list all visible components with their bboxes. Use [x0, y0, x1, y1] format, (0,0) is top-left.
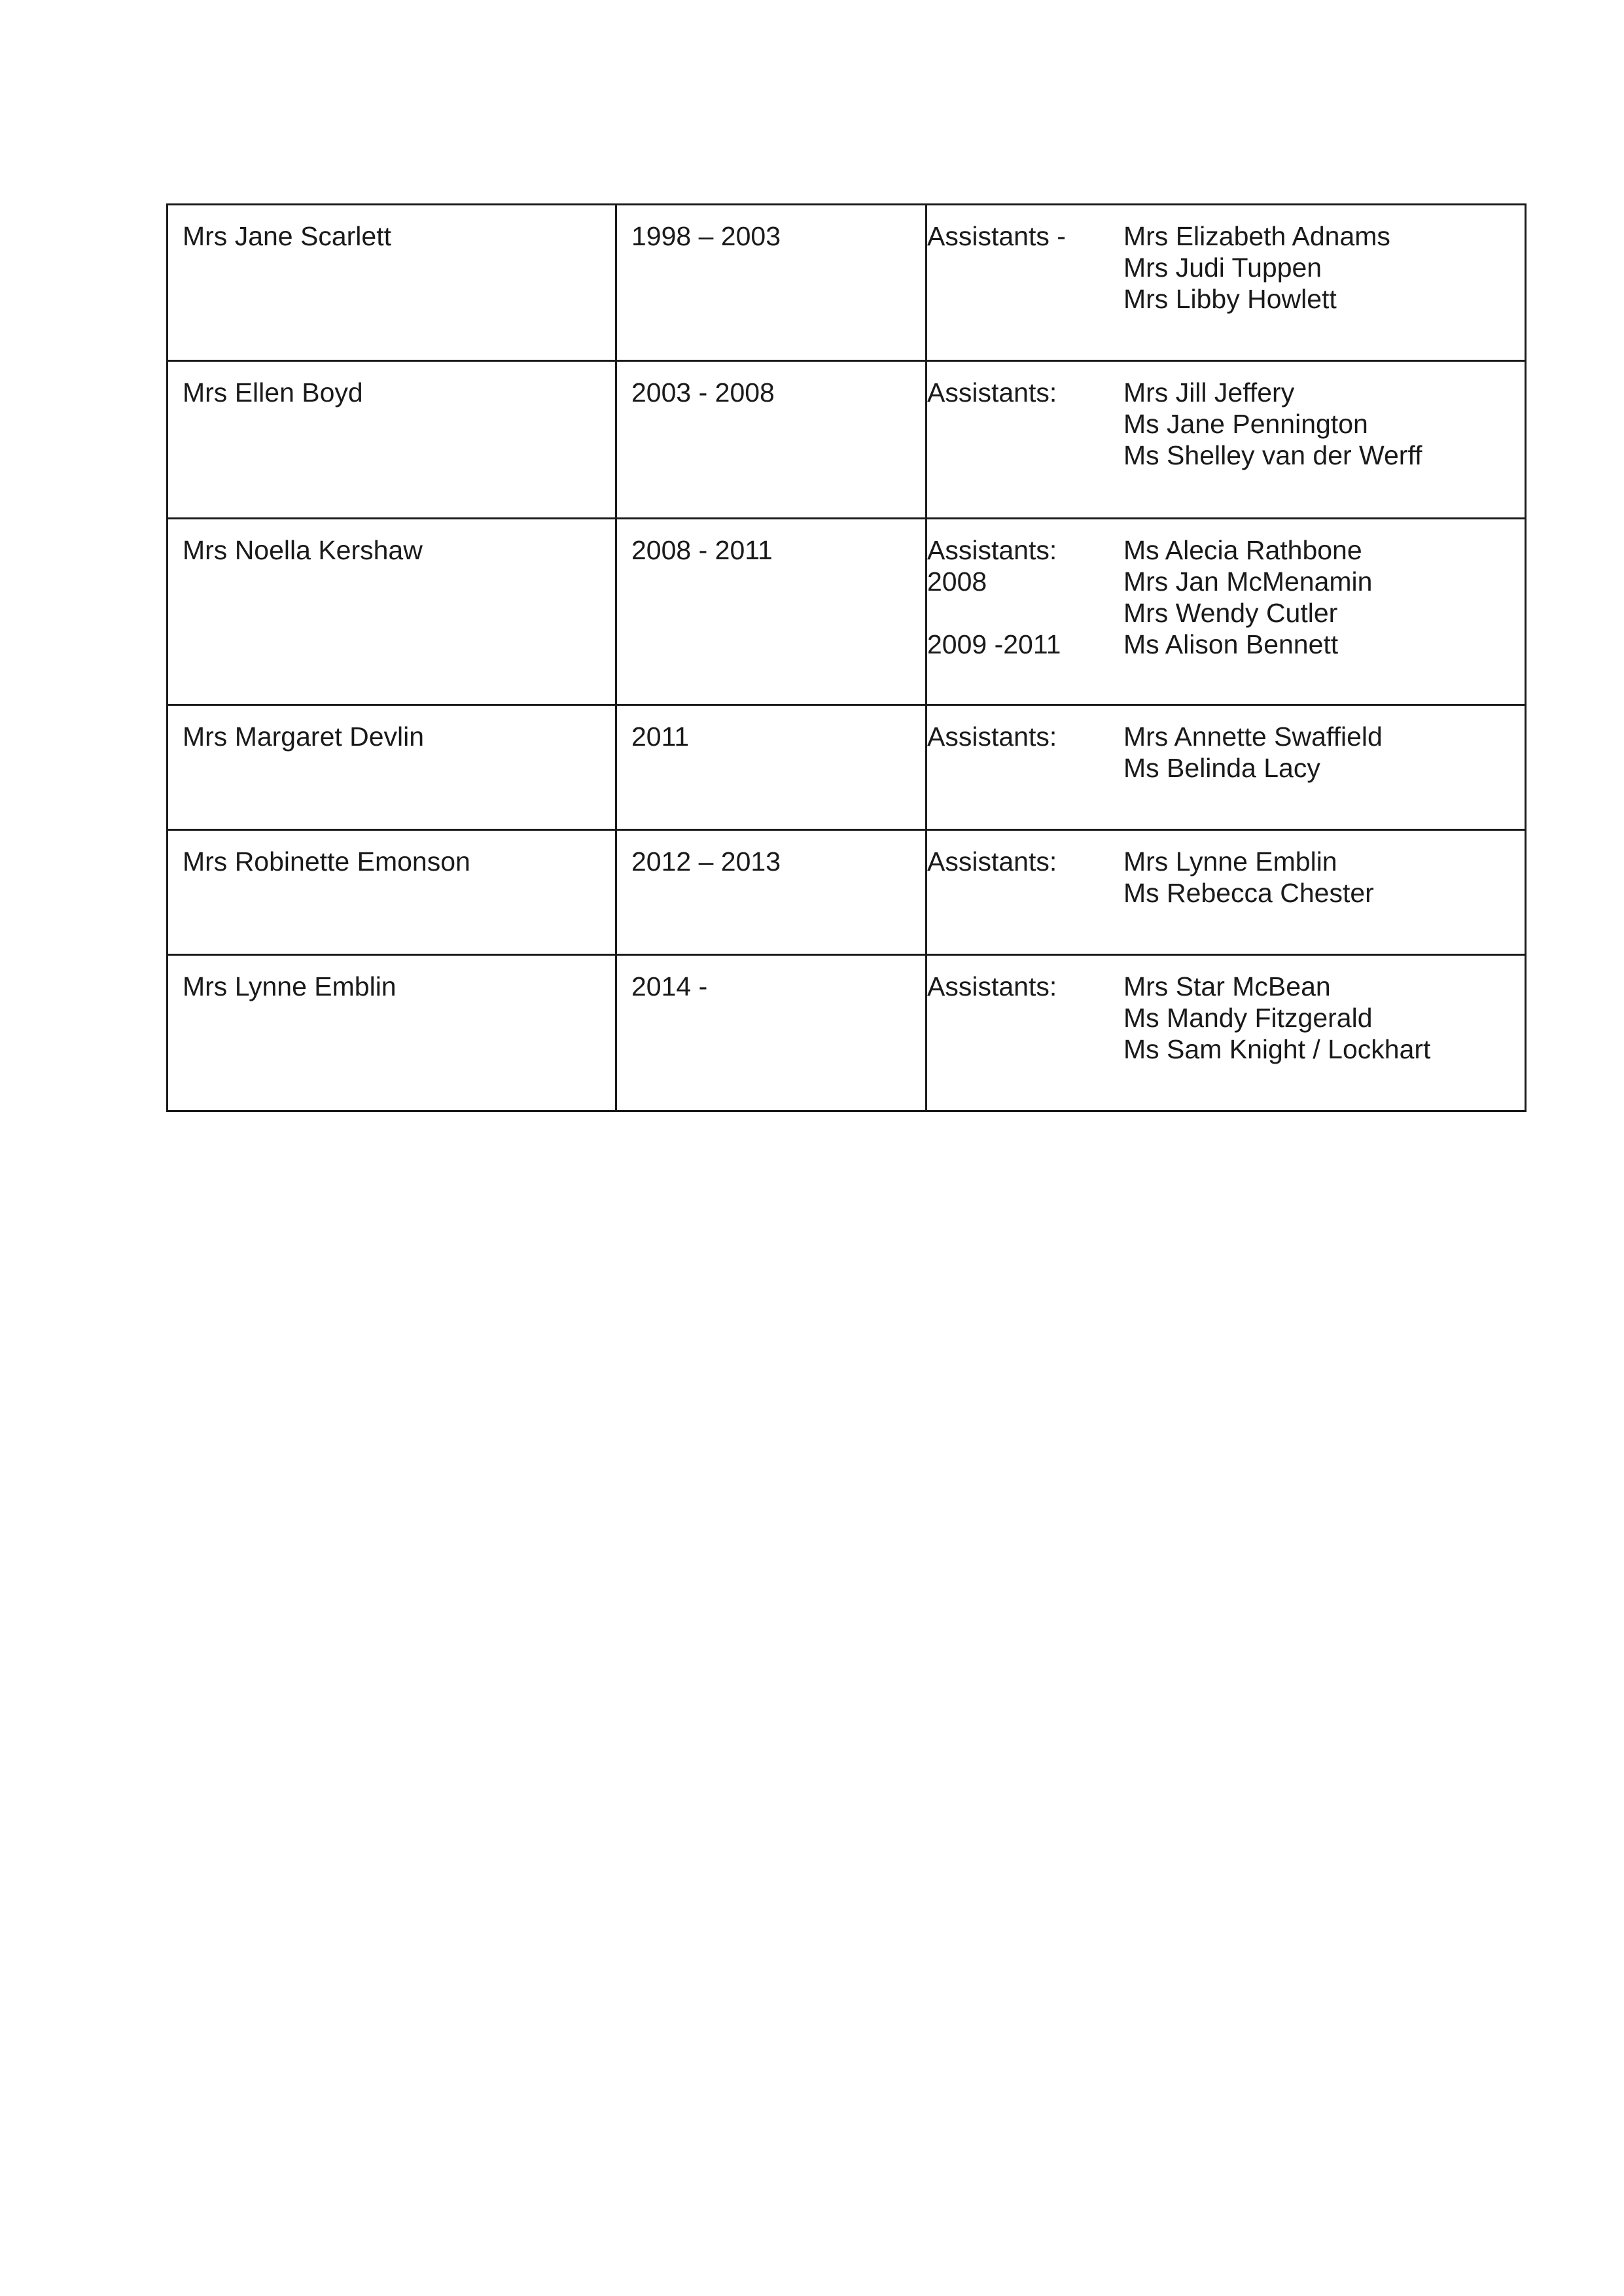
years-cell	[616, 705, 927, 830]
years-cell	[616, 361, 927, 519]
assistant-name: Mrs Libby Howlett	[1123, 284, 1337, 314]
assistant-name: Mrs Wendy Cutler	[1123, 598, 1338, 628]
table-row	[168, 519, 1526, 705]
teacher-name: Mrs Noella Kershaw	[183, 535, 423, 565]
table-row	[168, 705, 1526, 830]
assistant-name: Mrs Judi Tuppen	[1123, 252, 1322, 283]
teacher-name: Mrs Lynne Emblin	[183, 971, 397, 1001]
teacher-name-cell	[168, 205, 616, 361]
period-label: 2008	[927, 566, 987, 597]
teacher-name: Mrs Margaret Devlin	[183, 722, 425, 752]
assistant-name: Mrs Elizabeth Adnams	[1123, 221, 1390, 251]
assistants-cell	[927, 205, 1526, 361]
assistant-name: Mrs Jan McMenamin	[1123, 566, 1373, 597]
assistant-name: Ms Mandy Fitzgerald	[1123, 1003, 1373, 1033]
table-row	[168, 361, 1526, 519]
years-cell	[616, 205, 927, 361]
assistants-cell	[927, 955, 1526, 1111]
teacher-name-cell	[168, 830, 616, 955]
assistants-label: Assistants:	[927, 971, 1057, 1001]
assistants-label: Assistants:	[927, 377, 1057, 408]
years: 2003 - 2008	[631, 377, 775, 408]
years: 2012 – 2013	[631, 846, 781, 877]
assistants-label: Assistants -	[927, 221, 1066, 251]
period-label-blank	[927, 597, 1123, 629]
teacher-name: Mrs Robinette Emonson	[183, 846, 470, 877]
table-row	[168, 955, 1526, 1111]
assistant-name: Mrs Annette Swaffield	[1123, 722, 1383, 752]
assistants-label: Assistants:	[927, 722, 1057, 752]
teacher-name-cell	[168, 955, 616, 1111]
assistant-name: Ms Rebecca Chester	[1123, 878, 1374, 908]
years: 2008 - 2011	[631, 535, 773, 565]
staff-history-table	[166, 203, 1527, 1112]
assistants-label: Assistants:	[927, 535, 1057, 565]
years-cell	[616, 955, 927, 1111]
assistants-cell	[927, 830, 1526, 955]
assistant-name: Ms Jane Pennington	[1123, 409, 1368, 439]
teacher-name-cell	[168, 705, 616, 830]
assistants-label: Assistants:	[927, 846, 1057, 877]
assistants-cell	[927, 519, 1526, 705]
years-cell	[616, 830, 927, 955]
assistant-name: Ms Sam Knight / Lockhart	[1123, 1034, 1431, 1064]
assistant-name: Mrs Jill Jeffery	[1123, 377, 1295, 408]
period-label: 2009 -2011	[927, 629, 1061, 659]
table-row	[168, 205, 1526, 361]
assistant-name: Ms Alecia Rathbone	[1123, 535, 1362, 565]
teacher-name-cell	[168, 519, 616, 705]
assistants-cell	[927, 705, 1526, 830]
teacher-name: Mrs Jane Scarlett	[183, 221, 391, 251]
years-cell	[616, 519, 927, 705]
assistant-name: Ms Belinda Lacy	[1123, 753, 1320, 783]
teacher-name: Mrs Ellen Boyd	[183, 377, 363, 408]
teacher-name-cell	[168, 361, 616, 519]
assistant-name: Ms Alison Bennett	[1123, 629, 1339, 659]
years: 2014 -	[631, 971, 708, 1001]
table-row	[168, 830, 1526, 955]
assistant-name: Mrs Star McBean	[1123, 971, 1331, 1001]
assistants-cell	[927, 361, 1526, 519]
assistant-name: Ms Shelley van der Werff	[1123, 440, 1422, 470]
years: 1998 – 2003	[631, 221, 781, 251]
assistant-name: Mrs Lynne Emblin	[1123, 846, 1337, 877]
years: 2011	[631, 722, 690, 752]
